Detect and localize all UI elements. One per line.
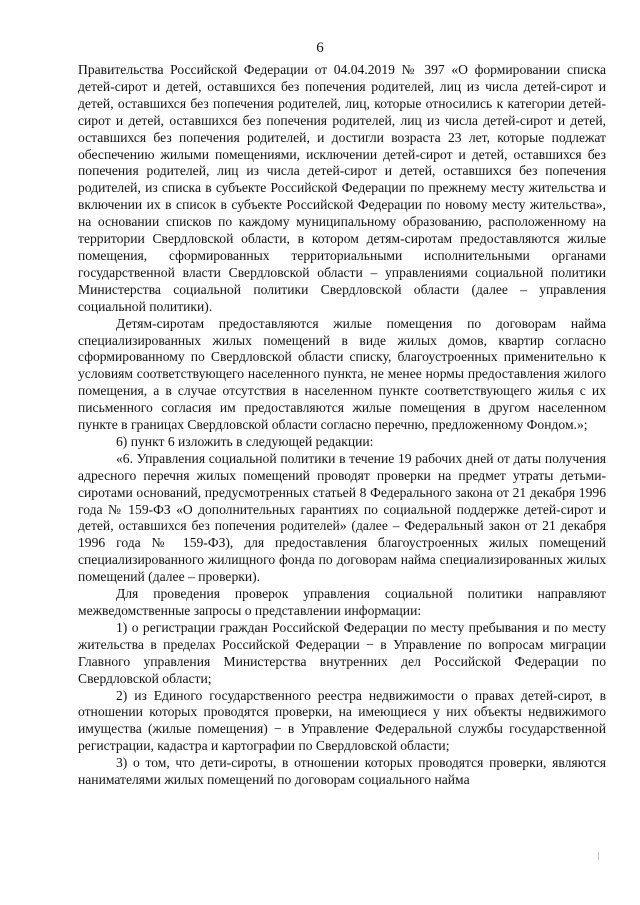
list-item-2: 2) из Единого государственного реестра недвижимости о правах детей-сирот, в отношении которых проводятся проверки, на имеющиеся у них объекты недвижимого имущества (жилые помещения) − в Управление Федеральной службы государственной регистрации, кадастра и картографии по Свердловской области; xyxy=(78,687,606,754)
paragraph-amendment-item-6: 6) пункт 6 изложить в следующей редакции: xyxy=(116,433,374,449)
paragraph-intro: Правительства Российской Федерации от 04.04.2019 № 397 «О формировании списка детей-сирот и детей, оставшихся без попечения родителей, лиц из числа детей-сирот и детей, оставшихся без попечения родителей, лиц, которые относились к категории детей-сирот и детей, оставшихся без попечения родителей, лиц из числа детей-сирот и детей, оставшихся без попечения родителей, и достигли возраста 23 лет, которые подлежат обеспечению жилыми помещениями, исключении детей-сирот и детей, оставшихся без попечения родителей, лиц из числа детей-сирот и детей, оставшихся без попечения родителей, из списка в субъекте Российской Федерации по прежнему месту жительства и включении их в список в субъекте Российской Федерации по новому месту жительства», на основании списков по каждому муниципальному образованию, расположенному на территории Свердловской области, в котором детям-сиротам предоставляются жилые помещения, сформированных территориальными исполнительными органами государственной власти Свердловской области – управлениями социальной политики Министерства социальной политики Свердловской области (далее – управления социальной политики). xyxy=(78,62,606,314)
list-item-3: 3) о том, что дети-сироты, в отношении которых проводятся проверки, являются нанимателями жилых помещений по договорам социального найма xyxy=(78,755,606,788)
page-number: 6 xyxy=(316,40,324,56)
scan-artifact xyxy=(598,852,599,860)
paragraph-housing-provision: Детям-сиротам предоставляются жилые помещения по договорам найма специализированных жилых помещений в виде жилых домов, квартир согласно сформированному по Свердловской области списку, благоустроенных применительно к условиям соответствующего населенного пункта, не менее нормы предоставления жилого помещения, а в случае отсутствия в населенном пункте соответствующего жилья с их письменного согласия им предоставляются жилые помещения в другом населенном пункте в границах Свердловской области согласно перечню, предложенному Фондом.»; xyxy=(78,315,606,433)
list-item-1: 1) о регистрации граждан Российской Федерации по месту пребывания и по месту жительства в пределах Российской Федерации − в Управление по вопросам миграции Главного управления Министерства внутренних дел Российской Федерации по Свердловской области; xyxy=(78,619,606,686)
paragraph-clause-6: «6. Управления социальной политики в течение 19 рабочих дней от даты получения адресного перечня жилых помещений проводят проверки на предмет утраты детьми-сиротами оснований, предусмотренных статьей 8 Федерального закона от 21 декабря 1996 года № 159-ФЗ «О дополнительных гарантиях по социальной поддержке детей-сирот и детей, оставшихся без попечения родителей» (далее – Федеральный закон от 21 декабря 1996 года № 159-ФЗ), для предоставления благоустроенных жилых помещений специализированного жилищного фонда по договорам найма специализированных жилых помещений (далее – проверки). xyxy=(78,450,606,585)
document-body xyxy=(78,62,606,789)
paragraph-interagency-requests: Для проведения проверок управления социальной политики направляют межведомственные запросы о представлении информации: xyxy=(78,586,606,618)
